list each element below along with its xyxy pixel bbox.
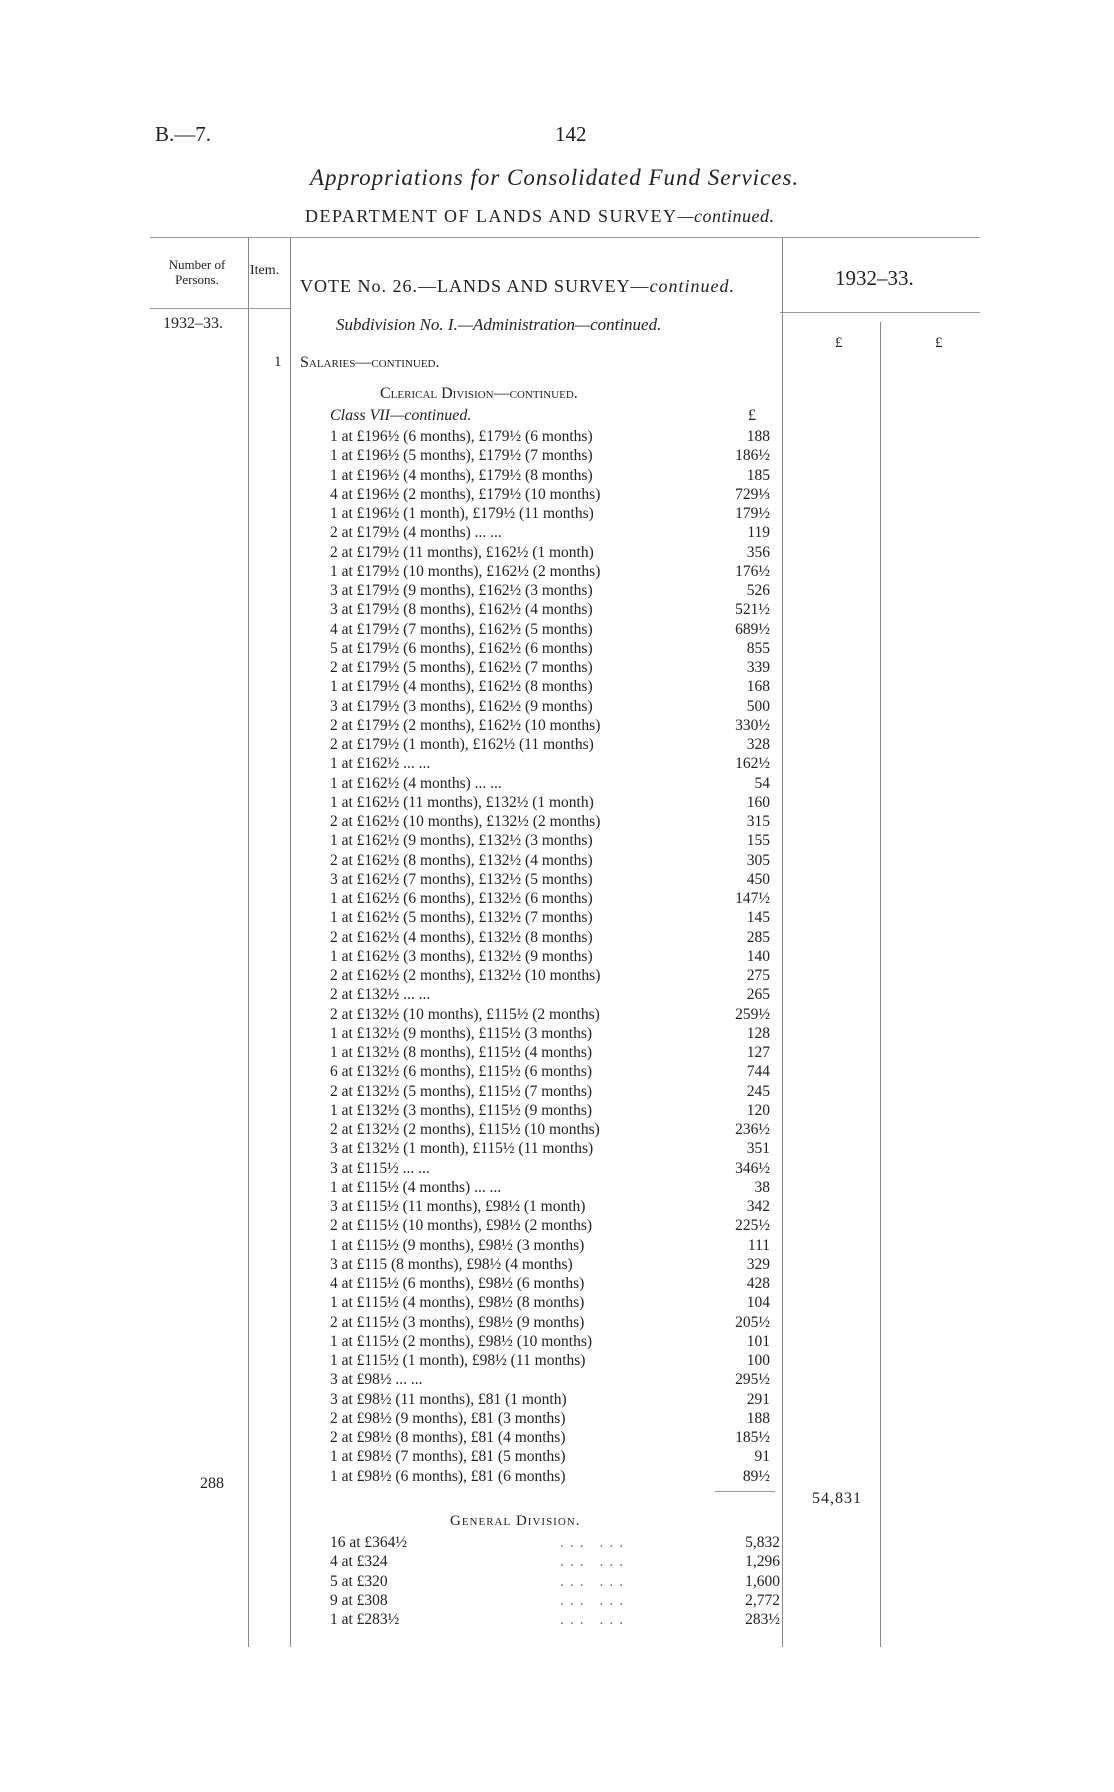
item-number: 1 [274, 354, 282, 370]
table-row [330, 1533, 780, 1552]
year-column-header: 1932–33. [835, 266, 914, 290]
table-row [330, 1467, 790, 1486]
row-amount: 729⅓ [735, 485, 770, 503]
page-number: 142 [555, 122, 587, 146]
row-description: 2 at £179½ (5 months), £162½ (7 months) [330, 659, 593, 676]
row-amount: 188 [746, 1409, 770, 1427]
row-amount: 145 [746, 909, 770, 927]
row-amount: 329 [746, 1255, 770, 1273]
row-description: 1 at £132½ (9 months), £115½ (3 months) [330, 1024, 593, 1042]
table-row [330, 677, 790, 696]
table-row [330, 831, 790, 850]
row-leader-dots: ... ... [560, 1611, 630, 1628]
table-row [330, 697, 790, 716]
row-amount: 428 [746, 1275, 770, 1292]
row-description: 2 at £162½ (4 months), £132½ (8 months) [330, 928, 593, 946]
row-description: 2 at £132½ (5 months), £115½ (7 months) [330, 1082, 593, 1100]
row-description: 4 at £324 [330, 1553, 388, 1571]
row-amount: 89½ [742, 1467, 770, 1485]
row-amount: 855 [746, 639, 770, 657]
row-amount: 1,296 [745, 1553, 780, 1571]
row-description: 1 at £162½ (5 months), £132½ (7 months) [330, 909, 593, 927]
row-description: 6 at £132½ (6 months), £115½ (6 months) [330, 1063, 593, 1081]
row-amount: 285 [746, 928, 770, 946]
table-row [330, 1216, 790, 1235]
table-row [330, 1139, 790, 1158]
vote-title-text: VOTE No. 26.—LANDS AND SURVEY— [300, 276, 650, 296]
row-description: 3 at £162½ (7 months), £132½ (5 months) [330, 870, 593, 888]
table-row [330, 1428, 790, 1447]
row-description: 2 at £179½ (4 months) ... ... [330, 524, 502, 542]
row-description: 1 at £98½ (7 months), £81 (5 months) [330, 1448, 566, 1466]
row-amount: 168 [746, 678, 770, 696]
row-description: 2 at £132½ (10 months), £115½ (2 months) [330, 1005, 600, 1023]
row-amount: 155 [746, 832, 770, 850]
row-description: 1 at £179½ (4 months), £162½ (8 months) [330, 678, 593, 696]
row-amount: 5,832 [745, 1534, 780, 1551]
row-description: 2 at £162½ (8 months), £132½ (4 months) [330, 851, 593, 869]
table-row [330, 851, 790, 870]
row-description: 3 at £115½ (11 months), £98½ (1 month) [330, 1198, 586, 1215]
row-amount: 38 [754, 1178, 770, 1196]
row-amount: 245 [746, 1082, 770, 1100]
row-description: 5 at £179½ (6 months), £162½ (6 months) [330, 639, 593, 657]
row-description: 2 at £179½ (2 months), £162½ (10 months) [330, 716, 601, 734]
table-row [330, 1351, 790, 1370]
clerical-division-heading: Clerical Division—continued. [380, 385, 578, 402]
salaries-heading: Salaries—continued. [300, 354, 440, 371]
table-row [330, 1178, 790, 1197]
row-description: 1 at £196½ (6 months), £179½ (6 months) [330, 428, 593, 445]
vote-title-suffix: continued. [649, 276, 736, 296]
table-row [330, 1390, 790, 1409]
table-row [330, 754, 790, 773]
column-divider-pounds [880, 322, 881, 1647]
general-division-heading: General Division. [450, 1513, 581, 1529]
subdivision-heading: Subdivision No. I.—Administration—continued. [336, 315, 662, 334]
row-amount: 162½ [735, 755, 770, 773]
row-amount: 521½ [735, 601, 770, 619]
row-amount: 342 [746, 1198, 770, 1215]
row-description: 1 at £162½ (4 months) ... ... [330, 774, 502, 792]
row-amount: 351 [746, 1140, 770, 1158]
row-amount: 291 [746, 1390, 770, 1408]
row-amount: 689½ [735, 620, 770, 638]
row-amount: 179½ [735, 505, 770, 522]
row-description: 5 at £320 [330, 1572, 388, 1590]
page-title: Appropriations for Consolidated Fund Services. [310, 165, 800, 190]
row-description: 3 at £115 (8 months), £98½ (4 months) [330, 1255, 573, 1273]
row-description: 1 at £132½ (8 months), £115½ (4 months) [330, 1044, 593, 1061]
row-amount: 119 [747, 524, 770, 542]
row-amount: 185½ [735, 1429, 770, 1446]
row-description: 1 at £162½ ... ... [330, 755, 431, 773]
table-row [330, 639, 790, 658]
row-leader-dots: ... ... [560, 1591, 630, 1609]
row-amount: 140 [746, 947, 770, 965]
row-amount: 160 [746, 793, 770, 811]
header-bottom-rule-left [150, 308, 290, 309]
row-amount: 120 [746, 1101, 770, 1119]
table-row [330, 1043, 790, 1062]
table-row [330, 1197, 790, 1216]
row-description: 4 at £179½ (7 months), £162½ (5 months) [330, 620, 593, 638]
table-row [330, 1293, 790, 1312]
table-row [330, 1255, 790, 1274]
table-row [330, 1159, 790, 1178]
table-row [330, 1101, 790, 1120]
table-row [330, 446, 790, 465]
column-divider-persons [248, 237, 249, 1647]
row-amount: 295½ [735, 1371, 770, 1389]
row-amount: 328 [746, 736, 770, 753]
row-amount: 186½ [735, 447, 770, 465]
row-description: 1 at £179½ (10 months), £162½ (2 months) [330, 562, 601, 580]
table-row [330, 889, 790, 908]
persons-year-label: 1932–33. [163, 315, 223, 332]
currency-symbol-a: £ [835, 335, 843, 351]
item-column-header: Item. [250, 263, 280, 278]
row-amount: 111 [747, 1236, 770, 1254]
row-amount: 205½ [735, 1313, 770, 1331]
table-row [330, 658, 790, 677]
row-description: 3 at £179½ (3 months), £162½ (9 months) [330, 697, 593, 715]
row-amount: 185 [746, 466, 770, 484]
row-amount: 259½ [735, 1005, 770, 1023]
table-row [330, 600, 790, 619]
row-description: 2 at £115½ (10 months), £98½ (2 months) [330, 1217, 593, 1235]
row-leader-dots: ... ... [560, 1553, 630, 1571]
document-reference: B.—7. [155, 122, 212, 146]
table-row [330, 1447, 790, 1466]
row-amount: 2,772 [745, 1591, 780, 1609]
row-description: 3 at £132½ (1 month), £115½ (11 months) [330, 1140, 594, 1158]
row-description: 3 at £179½ (8 months), £162½ (4 months) [330, 601, 593, 619]
table-row [330, 1313, 790, 1332]
row-description: 1 at £115½ (4 months) ... ... [330, 1178, 502, 1196]
table-row [330, 1591, 780, 1610]
vote-title [300, 276, 735, 297]
row-description: 1 at £115½ (1 month), £98½ (11 months) [330, 1352, 586, 1369]
table-row [330, 947, 790, 966]
class-heading: Class VII—continued. [330, 407, 472, 424]
row-amount: 275 [746, 967, 770, 984]
row-amount: 127 [746, 1044, 770, 1061]
table-row [330, 716, 790, 735]
row-description: 4 at £196½ (2 months), £179½ (10 months) [330, 485, 601, 503]
persons-column-header: Number of Persons. [168, 257, 226, 287]
row-description: 3 at £179½ (9 months), £162½ (3 months) [330, 582, 593, 599]
row-description: 16 at £364½ [330, 1534, 408, 1551]
table-row [330, 793, 790, 812]
row-amount: 100 [746, 1352, 770, 1369]
table-row [330, 1370, 790, 1389]
row-amount: 283½ [745, 1611, 780, 1628]
header-top-rule [150, 237, 980, 238]
table-row [330, 1552, 780, 1571]
row-leader-dots: ... ... [560, 1572, 630, 1590]
row-amount: 356 [746, 543, 770, 561]
row-amount: 500 [746, 697, 770, 715]
row-amount: 101 [746, 1332, 770, 1350]
row-description: 2 at £179½ (11 months), £162½ (1 month) [330, 543, 594, 561]
table-row [330, 1332, 790, 1351]
table-row [330, 1024, 790, 1043]
table-row [330, 870, 790, 889]
table-row [330, 774, 790, 793]
row-amount: 339 [746, 659, 770, 676]
row-description: 3 at £115½ ... ... [330, 1159, 430, 1177]
table-row [330, 1236, 790, 1255]
row-description: 2 at £98½ (8 months), £81 (4 months) [330, 1429, 566, 1446]
department-suffix: —continued. [677, 206, 775, 226]
row-amount: 236½ [735, 1121, 770, 1138]
table-row [330, 523, 790, 542]
row-description: 1 at £162½ (11 months), £132½ (1 month) [330, 793, 594, 811]
row-amount: 346½ [735, 1159, 770, 1177]
row-description: 1 at £162½ (9 months), £132½ (3 months) [330, 832, 593, 850]
row-description: 1 at £115½ (2 months), £98½ (10 months) [330, 1332, 593, 1350]
table-row [330, 928, 790, 947]
table-row [330, 1082, 790, 1101]
department-heading [305, 206, 775, 227]
table-row [330, 1572, 780, 1591]
row-description: 2 at £98½ (9 months), £81 (3 months) [330, 1409, 566, 1427]
row-description: 1 at £196½ (4 months), £179½ (8 months) [330, 466, 593, 484]
row-description: 1 at £115½ (4 months), £98½ (8 months) [330, 1294, 585, 1312]
row-description: 2 at £162½ (2 months), £132½ (10 months) [330, 967, 601, 984]
row-leader-dots: ... ... [560, 1534, 630, 1551]
row-amount: 54 [754, 774, 770, 792]
table-row [330, 908, 790, 927]
row-description: 2 at £162½ (10 months), £132½ (2 months) [330, 813, 601, 830]
table-row [330, 581, 790, 600]
row-amount: 176½ [735, 562, 770, 580]
table-row [330, 1610, 780, 1629]
row-amount: 1,600 [745, 1572, 780, 1590]
row-amount: 225½ [735, 1217, 770, 1235]
row-amount: 315 [746, 813, 770, 830]
row-description: 3 at £98½ (11 months), £81 (1 month) [330, 1390, 567, 1408]
row-description: 9 at £308 [330, 1591, 388, 1609]
table-row [330, 1005, 790, 1024]
row-description: 4 at £115½ (6 months), £98½ (6 months) [330, 1275, 585, 1292]
row-description: 1 at £162½ (6 months), £132½ (6 months) [330, 890, 593, 907]
row-description: 1 at £196½ (5 months), £179½ (7 months) [330, 447, 593, 465]
row-description: 1 at £132½ (3 months), £115½ (9 months) [330, 1101, 593, 1119]
row-amount: 744 [746, 1063, 770, 1081]
table-row [330, 504, 790, 523]
row-description: 1 at £115½ (9 months), £98½ (3 months) [330, 1236, 585, 1254]
row-amount: 526 [746, 582, 770, 599]
header-bottom-rule-right [780, 312, 980, 313]
row-description: 2 at £115½ (3 months), £98½ (9 months) [330, 1313, 585, 1331]
currency-symbol-b: £ [935, 335, 943, 351]
row-description: 3 at £98½ ... ... [330, 1371, 423, 1389]
table-row [330, 620, 790, 639]
table-row [330, 985, 790, 1004]
table-row [330, 1409, 790, 1428]
department-name: DEPARTMENT OF LANDS AND SURVEY [305, 206, 678, 226]
row-amount: 128 [746, 1024, 770, 1042]
row-description: 1 at £283½ [330, 1611, 400, 1628]
row-description: 1 at £162½ (3 months), £132½ (9 months) [330, 947, 593, 965]
total-persons: 288 [200, 1475, 224, 1492]
row-description: 2 at £132½ (2 months), £115½ (10 months) [330, 1121, 600, 1138]
row-description: 2 at £179½ (1 month), £162½ (11 months) [330, 736, 594, 753]
table-row [330, 562, 790, 581]
table-row [330, 812, 790, 831]
table-row [330, 735, 790, 754]
row-amount: 305 [746, 851, 770, 869]
table-row [330, 1062, 790, 1081]
row-description: 1 at £196½ (1 month), £179½ (11 months) [330, 505, 594, 522]
row-description: 2 at £132½ ... ... [330, 986, 431, 1004]
row-amount: 330½ [735, 716, 770, 734]
row-amount: 104 [746, 1294, 770, 1312]
row-amount: 188 [746, 428, 770, 445]
table-row [330, 966, 790, 985]
table-row [330, 1120, 790, 1139]
row-description: 1 at £98½ (6 months), £81 (6 months) [330, 1467, 566, 1485]
row-amount: 91 [754, 1448, 770, 1466]
table-row [330, 466, 790, 485]
row-amount: 265 [746, 986, 770, 1004]
table-row [330, 485, 790, 504]
column-divider-item [290, 237, 291, 1647]
amount-currency-symbol: £ [748, 407, 756, 424]
table-row [330, 543, 790, 562]
table-row [330, 427, 790, 446]
table-row [330, 1274, 790, 1293]
total-amount: 54,831 [812, 1490, 862, 1507]
row-amount: 450 [746, 870, 770, 888]
subtotal-rule [715, 1491, 775, 1492]
row-amount: 147½ [735, 890, 770, 907]
